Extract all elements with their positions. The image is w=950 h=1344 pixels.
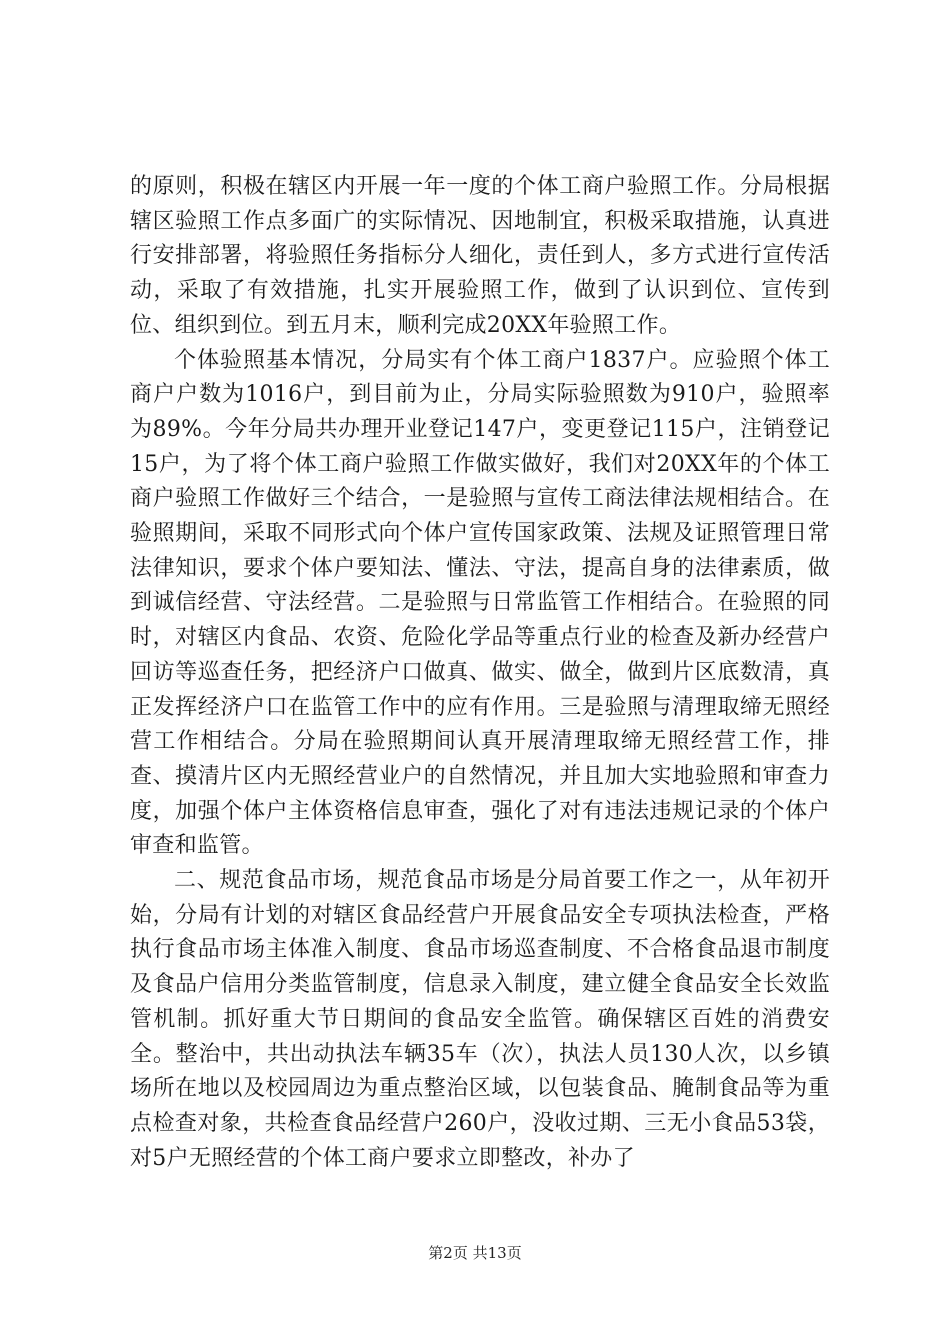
- paragraph-3: 二、规范食品市场，规范食品市场是分局首要工作之一，从年初开始，分局有计划的对辖区食品经营户开展食品安全专项执法检查，严格执行食品市场主体准入制度、食品市场巡查制度、不合格食品退市制度及食品户信用分类监管制度，信息录入制度，建立健全食品安全长效监管机制。抓好重大节日期间的食品安全监管。确保辖区百姓的消费安全。整治中，共出动执法车辆35车（次），执法人员130人次，以乡镇场所在地以及校园周边为重点整治区域，以包装食品、腌制食品等为重点检查对象，共检查食品经营户260户，没收过期、三无小食品53袋，对5户无照经营的个体工商户要求立即整改，补办了: [130, 868, 830, 1171]
- page-footer: 第2页 共13页: [428, 1244, 522, 1262]
- paragraph-1: 的原则，积极在辖区内开展一年一度的个体工商户验照工作。分局根据辖区验照工作点多面广的实际情况、因地制宜，积极采取措施，认真进行安排部署，将验照任务指标分人细化，责任到人，多方式进行宣传活动，采取了有效措施，扎实开展验照工作，做到了认识到位、宣传到位、组织到位。到五月末，顺利完成20XX年验照工作。: [130, 174, 830, 338]
- paragraph-2: 个体验照基本情况，分局实有个体工商户1837户。应验照个体工商户户数为1016户，到目前为止，分局实际验照数为910户，验照率为89%。今年分局共办理开业登记147户，变更登记115户，注销登记15户，为了将个体工商户验照工作做实做好，我们对20XX年的个体工商户验照工作做好三个结合，一是验照与宣传工商法律法规相结合。在验照期间，采取不同形式向个体户宣传国家政策、法规及证照管理日常法律知识，要求个体户要知法、懂法、守法，提高自身的法律素质，做到诚信经营、守法经营。二是验照与日常监管工作相结合。在验照的同时，对辖区内食品、农资、危险化学品等重点行业的检查及新办经营户回访等巡查任务，把经济户口做真、做实、做全，做到片区底数清，真正发挥经济户口在监管工作中的应有作用。三是验照与清理取缔无照经营工作相结合。分局在验照期间认真开展清理取缔无照经营工作，排查、摸清片区内无照经营业户的自然情况，并且加大实地验照和审查力度，加强个体户主体资格信息审查，强化了对有违法违规记录的个体户审查和监管。: [130, 347, 830, 859]
- document-body: [130, 170, 830, 1176]
